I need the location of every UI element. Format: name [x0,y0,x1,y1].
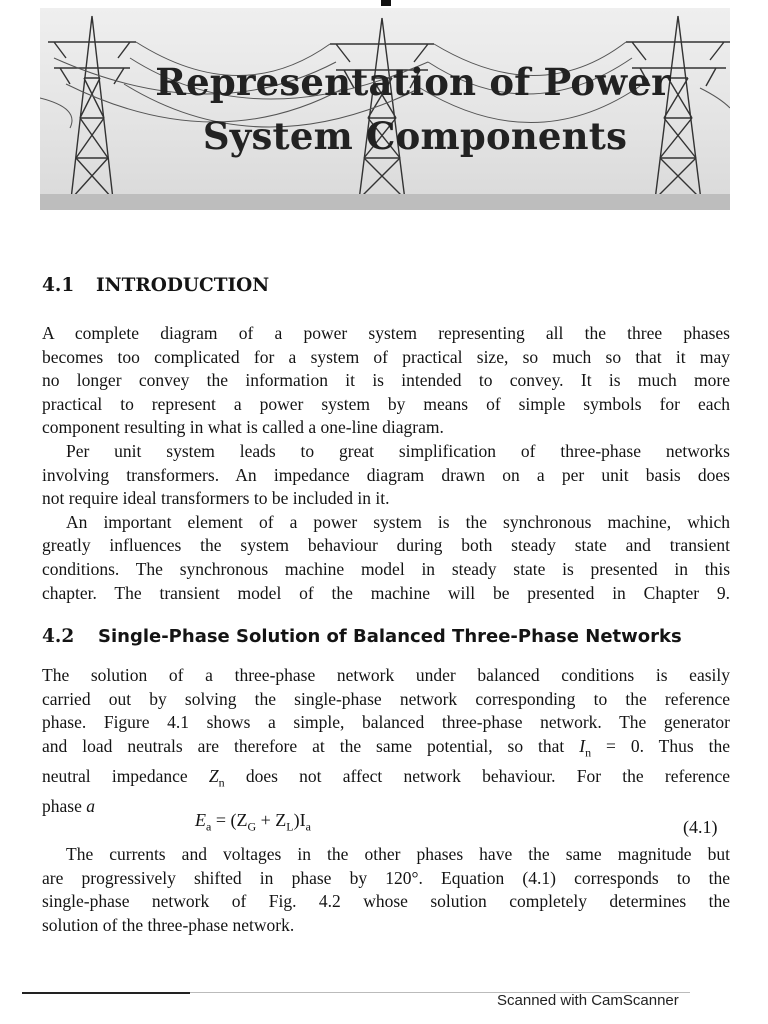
top-mark [381,0,391,6]
text-line: becomes too complicated for a system of practical size, so much so that it may [42,346,730,367]
section-number: 4.1 [42,275,75,296]
text-line: carried out by solving the single-phase network corresponding to the reference [42,688,730,709]
text-line: involving transformers. An impedance diagram drawn on a per unit basis does [42,464,730,485]
footer-rule [22,992,190,994]
eq-text: + Z [256,810,287,830]
current-symbol: I [579,735,586,756]
text-fragment: phase [42,795,82,816]
text-line: component resulting in what is called a one-line diagram. [42,417,444,438]
text-fragment: and load neutrals are therefore at the same potential, so that [42,735,580,756]
text-line: chapter. The transient model of the machine will be presented in Chapter 9. [42,582,730,603]
eq-subscript: L [286,819,294,834]
section-number: 4.2 [42,626,75,647]
text-line: single-phase network of Fig. 4.2 whose solution completely determines the [42,891,730,912]
eq-subscript: a [206,819,212,834]
chapter-banner [40,8,730,210]
text-line: The currents and voltages in the other phases have the same magnitude but [66,844,730,864]
text-line: practical to represent a power system by means of simple symbols for each [42,393,730,414]
chapter-title-line2: System Components [202,114,628,158]
transmission-towers-illustration [40,8,730,210]
subscript: n [585,745,592,760]
impedance-symbol: Z [208,765,219,786]
text-fragment: does not affect network behaviour. For the reference [224,765,730,786]
single-phase-body [42,664,730,819]
eq-subscript: G [247,819,257,834]
text-line: The solution of a three-phase network under balanced conditions is easily [42,665,730,685]
closing-body [42,843,730,937]
introduction-body [42,322,730,605]
chapter-title-line1: Representation of Power [155,60,671,104]
text-line: A complete diagram of a power system representing all the three phases [42,323,730,343]
text-line [42,765,730,795]
section-heading-4-2 [42,626,682,647]
text-fragment: neutral impedance [42,765,209,786]
equation-4-1 [195,810,311,835]
eq-symbol: E [195,810,206,830]
text-line: greatly influences the system behaviour during both steady state and transient [42,535,730,556]
text-line: Per unit system leads to great simplification of three-phase networks [66,440,730,461]
text-line: not require ideal transformers to be included in it. [42,488,390,509]
eq-text: = (Z [211,810,248,830]
eq-text: )I [293,810,306,830]
eq-subscript: a [305,819,311,834]
text-line: conditions. The synchronous machine model in steady state is presented in this [42,558,730,579]
section-title: Single-Phase Solution of Balanced Three-Phase Networks [98,626,682,647]
section-title: INTRODUCTION [96,275,270,296]
text-line [42,795,730,819]
text-line: solution of the three-phase network. [42,914,295,935]
scanner-watermark: Scanned with CamScanner [497,992,679,1009]
text-fragment: = 0. Thus the [591,735,730,756]
text-line: no longer convey the information it is intended to convey. It is much more [42,370,730,391]
text-line: are progressively shifted in phase by 120°. Equation (4.1) corresponds to the [42,867,730,888]
phase-symbol: a [86,795,95,816]
text-line: phase. Figure 4.1 shows a simple, balanced three-phase network. The generator [42,712,730,733]
text-line: An important element of a power system is the synchronous machine, which [66,511,730,532]
equation-number: (4.1) [683,817,718,837]
text-line [42,735,730,765]
subscript: n [218,775,225,790]
section-heading-4-1 [42,275,269,296]
